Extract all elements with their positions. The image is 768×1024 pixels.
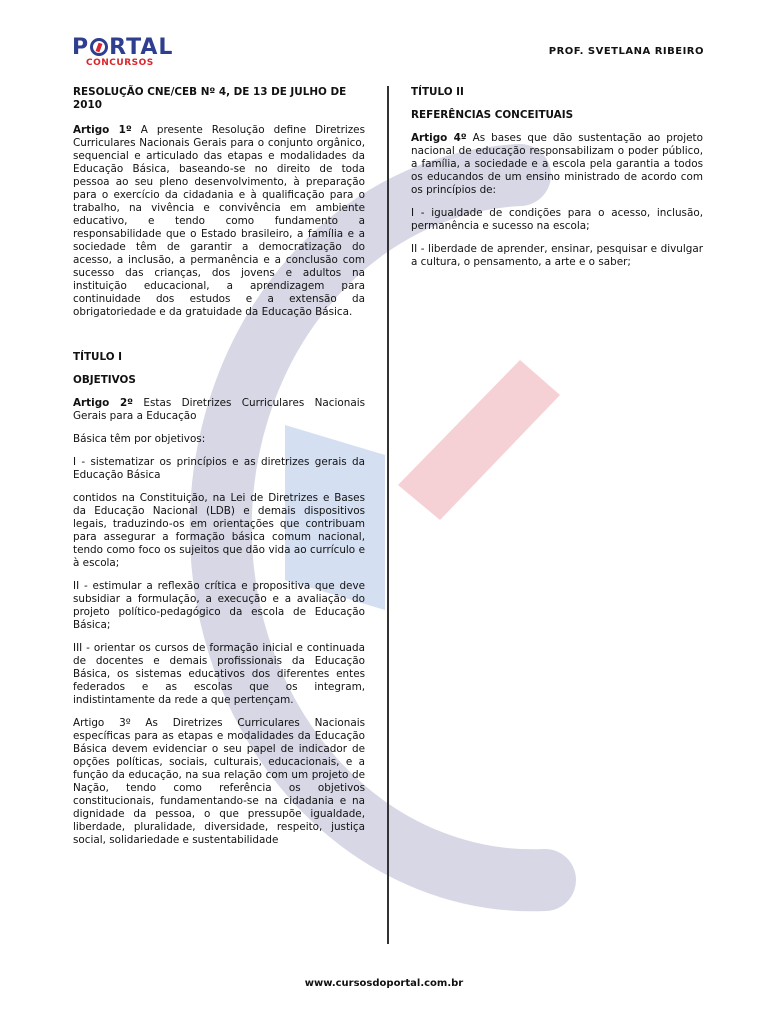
logo-wordmark: [72, 36, 173, 60]
logo-subtitle: CONCURSOS: [86, 58, 154, 68]
article-4: [411, 132, 703, 197]
paragraph-contidos: contidos na Constituição, na Lei de Diretrizes e Bases da Educação Nacional (LDB) e demais dispositivos legais, traduzindo-os em orientações que contribuam para assegurar a formação básica comum nacional, tendo como foco os sujeitos que dão vida ao currículo e à escola;: [73, 492, 365, 569]
article-1-label: Artigo 1º: [73, 124, 132, 136]
paragraph-item-i: I - sistematizar os princípios e as diretrizes gerais da Educação Básica: [73, 456, 365, 481]
article-2: [73, 397, 365, 423]
left-column: [73, 86, 365, 857]
article-3: Artigo 3º As Diretrizes Curriculares Nacionais específicas para as etapas e modalidades da Educação Básica devem evidenciar o seu papel de indicador de opções políticas, sociais, culturais, educacionais, e a função da educação, na sua relação com um projeto de Nação, tendo como referência os objetivos constitucionais, fundamentando-se na cidadania e na dignidade da pessoa, o que pressupõe igualdade, liberdade, pluralidade, diversidade, respeito, justiça social, solidariedade e sustentabilidade: [73, 717, 365, 846]
paragraph-item-ii: II - liberdade de aprender, ensinar, pesquisar e divulgar a cultura, o pensamento, a arte e o saber;: [411, 243, 703, 268]
objetivos-heading: OBJETIVOS: [73, 374, 136, 386]
article-4-text: As bases que dão sustentação ao projeto nacional de educação responsabilizam o poder público, a família, a sociedade e a escola pela garantia a todos os educandos de um ensino ministrado de acordo com os princípios de:: [411, 132, 703, 196]
article-2-label: Artigo 2º: [73, 397, 134, 409]
logo-o-icon: [90, 38, 108, 56]
footer-url[interactable]: www.cursosdoportal.com.br: [304, 978, 464, 989]
referencias-heading: REFERÊNCIAS CONCEITUAIS: [411, 109, 574, 121]
watermark-red-shape: [398, 360, 560, 520]
paragraph-item-i: I - igualdade de condições para o acesso, inclusão, permanência e sucesso na escola;: [411, 207, 703, 232]
logo-letters-rtal: RTAL: [109, 35, 174, 60]
paragraph-item-ii: II - estimular a reflexão crítica e propositiva que deve subsidiar a formulação, a execução e a avaliação do projeto político-pedagógico da escola de Educação Básica;: [73, 580, 365, 631]
paragraph-item-iii: III - orientar os cursos de formação inicial e continuada de docentes e demais profissionais da Educação Básica, os sistemas educativos dos diferentes entes federados e as escolas que os integram, indistintamente da rede a que pertençam.: [73, 642, 365, 706]
titulo-i-heading: TÍTULO I: [73, 351, 123, 363]
resolution-title: RESOLUÇÃO CNE/CEB Nº 4, DE 13 DE JULHO DE 2010: [73, 86, 347, 111]
titulo-ii-heading: TÍTULO II: [411, 86, 464, 98]
article-1: [73, 124, 365, 319]
logo-letter-p: P: [72, 35, 90, 60]
spacer: [73, 329, 365, 351]
right-column: [411, 86, 703, 279]
portal-concursos-logo: [72, 36, 182, 70]
article-1-text: A presente Resolução define Diretrizes Curriculares Nacionais Gerais para o conjunto orgânico, sequencial e articulado das etapas e modalidades da Educação Básica, baseando-se no direito de toda pessoa ao seu pleno desenvolvimento, à preparação para o exercício da cidadania e à qualificação para o trabalho, na vivência e convivência em ambiente educativo, e tendo como fundamento a responsabilidade que o Estado brasileiro, a família e a sociedade têm de garantir a democratização do acesso, a inclusão, a permanência e a conclusão com sucesso das crianças, dos jovens e adultos na instituição educacional, a aprendizagem para continuidade dos estudos e a extensão da obrigatoriedade e da gratuidade da Educação Básica.: [73, 124, 365, 318]
article-2-text: Estas Diretrizes Curriculares Nacionais Gerais para a Educação: [73, 397, 365, 422]
article-4-label: Artigo 4º: [411, 132, 467, 144]
column-divider: [387, 86, 389, 944]
paragraph-basica: Básica têm por objetivos:: [73, 433, 206, 445]
header-author: PROF. SVETLANA RIBEIRO: [548, 46, 704, 57]
